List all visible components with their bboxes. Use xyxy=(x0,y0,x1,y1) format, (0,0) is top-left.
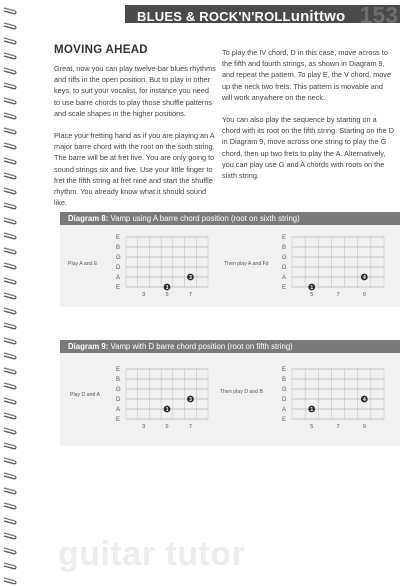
string-name: A xyxy=(116,275,121,281)
string-name: B xyxy=(116,377,121,383)
binding-ring xyxy=(3,21,17,32)
diagram-9-right-label: Then play D and B xyxy=(220,389,263,395)
diagram-8-right-label: Then play A and F♯ xyxy=(224,261,269,267)
binding-ring xyxy=(3,306,17,317)
binding-ring xyxy=(3,96,17,107)
finger-number: 1 xyxy=(165,284,169,291)
binding-ring xyxy=(3,516,17,527)
string-name: A xyxy=(282,407,287,413)
fret-number: 5 xyxy=(310,292,314,298)
binding-ring xyxy=(3,396,17,407)
page-number: 153 xyxy=(359,5,398,23)
fret-number: 9 xyxy=(362,292,366,298)
binding-ring xyxy=(3,66,17,77)
string-name: A xyxy=(282,275,287,281)
header-title: BLUES & ROCK'N'ROLLunittwo xyxy=(137,8,346,23)
section-heading: MOVING AHEAD xyxy=(54,44,148,56)
binding-ring xyxy=(3,381,17,392)
fretboard-diagram-8-left xyxy=(114,233,214,305)
header-unit: unittwo xyxy=(290,8,346,23)
string-name: E xyxy=(116,417,121,423)
diagram-8-label: Diagram 8: xyxy=(68,214,109,223)
string-name: G xyxy=(116,255,121,261)
paragraph: You can also play the sequence by starting on a chord with its root on the fifth string. Starting on the D in Diagram 9, move across one string to play the G chord, then up two frets to play the A. Alternatively, you can play use G and A chords with roots on the sixth string. xyxy=(222,115,394,181)
binding-ring xyxy=(3,111,17,122)
left-column xyxy=(54,63,217,219)
binding-ring xyxy=(3,186,17,197)
fretboard-diagram-9-right xyxy=(280,365,390,437)
string-name: E xyxy=(116,235,121,241)
binding-ring xyxy=(3,276,17,287)
string-name: D xyxy=(116,265,121,271)
string-name: E xyxy=(282,417,287,423)
binding-ring xyxy=(3,156,17,167)
binding-ring xyxy=(3,6,17,17)
string-name: E xyxy=(282,285,287,291)
binding-ring xyxy=(3,36,17,47)
binding-ring xyxy=(3,546,17,557)
paragraph: To play the IV chord, D in this case, move across to the fifth and fourth strings, as shown in Diagram 9, and repeat the pattern. To play E, the V chord, move up the neck two frets. This pattern is movable and will work anywhere on the neck. xyxy=(222,48,392,102)
fret-number: 3 xyxy=(142,424,146,430)
binding-ring xyxy=(3,426,17,437)
binding-ring xyxy=(3,456,17,467)
fret-number: 9 xyxy=(362,424,366,430)
diagram-9-title xyxy=(60,340,400,353)
finger-number: 1 xyxy=(310,284,314,291)
binding-ring xyxy=(3,216,17,227)
fretboard-diagram-9-left xyxy=(114,365,214,437)
binding-ring xyxy=(3,351,17,362)
fret-number: 7 xyxy=(188,292,192,298)
binding-ring xyxy=(3,81,17,92)
diagram-9-label: Diagram 9: xyxy=(68,342,109,351)
binding-ring xyxy=(3,321,17,332)
string-name: E xyxy=(116,285,121,291)
page-header xyxy=(125,5,400,23)
diagram-9-left-label: Play D and A xyxy=(70,392,100,398)
binding-ring xyxy=(3,291,17,302)
string-name: D xyxy=(282,265,287,271)
string-name: A xyxy=(116,407,121,413)
binding-ring xyxy=(3,141,17,152)
finger-number: 1 xyxy=(310,406,314,413)
fret-number: 7 xyxy=(336,292,340,298)
finger-number: 4 xyxy=(362,274,366,281)
fret-number: 3 xyxy=(142,292,146,298)
finger-number: 3 xyxy=(189,396,192,403)
binding-ring xyxy=(3,531,17,542)
finger-number: 4 xyxy=(362,396,366,403)
string-name: B xyxy=(282,245,287,251)
binding-ring xyxy=(3,561,17,572)
paragraph: Place your fretting hand as if you are playing an A major barre chord with the root on the sixth string. The barre will be at fret five. You are only going to sound strings six and five. Use your little finger to fret the fifth string at fret nine and start the shuffle rhythm. You already know what it should sound like. xyxy=(54,131,215,208)
diagram-8-title xyxy=(60,212,400,225)
string-name: G xyxy=(282,387,287,393)
paragraph: Great, now you can play twelve-bar blues rhythms and riffs in the open position. But to play in other keys, to suit your vocalist, for instance you need to use barre chords to play those shuffle patterns and scale shapes in the higher positions. xyxy=(54,64,216,118)
binding-ring xyxy=(3,486,17,497)
string-name: G xyxy=(282,255,287,261)
binding-ring xyxy=(3,51,17,62)
binding-ring xyxy=(3,471,17,482)
binding-ring xyxy=(3,201,17,212)
string-name: B xyxy=(116,245,121,251)
string-name: E xyxy=(116,367,121,373)
finger-number: 1 xyxy=(165,406,169,413)
binding-ring xyxy=(3,576,17,587)
fretboard-diagram-8-right xyxy=(280,233,390,305)
finger-number: 3 xyxy=(189,274,192,281)
binding-ring xyxy=(3,261,17,272)
binding-ring xyxy=(3,231,17,242)
diagram-8-caption: Vamp using A barre chord position (root on sixth string) xyxy=(110,214,300,223)
string-name: B xyxy=(282,377,287,383)
string-name: G xyxy=(116,387,121,393)
fret-number: 5 xyxy=(165,424,169,430)
binding-ring xyxy=(3,126,17,137)
string-name: E xyxy=(282,367,287,373)
binding-ring xyxy=(3,246,17,257)
fret-number: 7 xyxy=(188,424,192,430)
binding-ring xyxy=(3,366,17,377)
diagram-9-panel xyxy=(60,353,400,446)
fret-number: 5 xyxy=(165,292,169,298)
binding-ring xyxy=(3,411,17,422)
string-name: D xyxy=(116,397,121,403)
diagram-8-panel xyxy=(60,225,400,307)
spiral-binding xyxy=(0,0,22,587)
binding-ring xyxy=(3,501,17,512)
string-name: E xyxy=(282,235,287,241)
footer-logo: guitar tutor xyxy=(58,535,246,573)
binding-ring xyxy=(3,441,17,452)
diagram-8-left-label: Play A and E xyxy=(68,261,98,267)
diagram-9-caption: Vamp with D barre chord position (root on fifth string) xyxy=(110,342,293,351)
binding-ring xyxy=(3,171,17,182)
fret-number: 5 xyxy=(310,424,314,430)
fret-number: 7 xyxy=(336,424,340,430)
string-name: D xyxy=(282,397,287,403)
right-column xyxy=(222,47,395,192)
binding-ring xyxy=(3,336,17,347)
